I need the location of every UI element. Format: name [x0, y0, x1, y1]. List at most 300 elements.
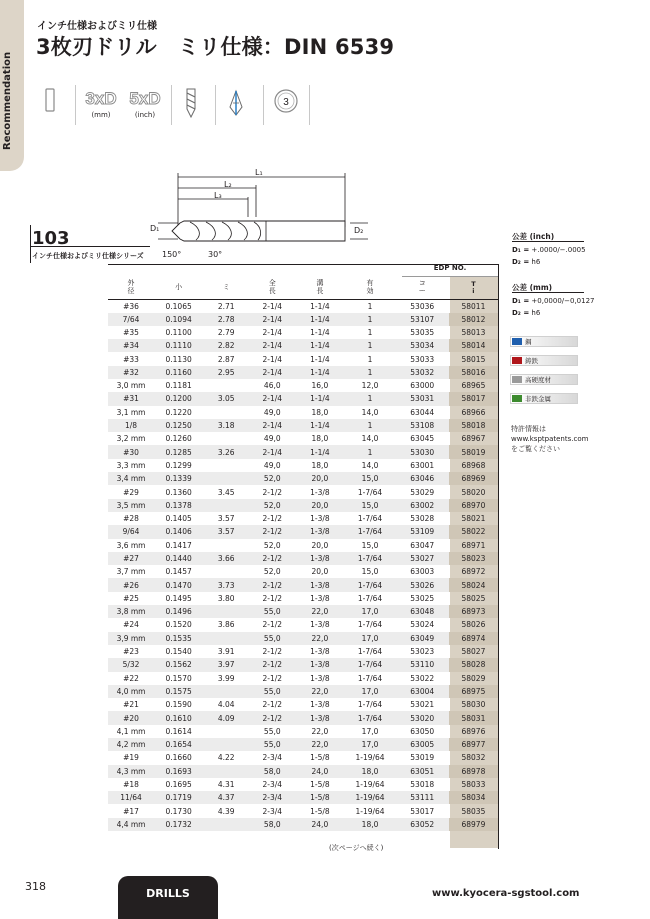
table-cell: 17,0: [344, 632, 395, 645]
table-cell: 15,0: [361, 540, 379, 550]
table-cell: 49,0: [263, 434, 281, 444]
col-effective-length: [344, 277, 395, 299]
dim-l1: L₁: [255, 168, 263, 177]
table-cell: 58020: [461, 487, 486, 497]
table-row: [108, 432, 498, 445]
table-cell: 2-1/2: [262, 487, 283, 497]
table-cell: 3.86: [217, 620, 235, 630]
table-row: [108, 738, 498, 751]
table-cell: 17,0: [344, 685, 395, 698]
table-cell: #29: [123, 487, 139, 497]
table-cell: #30: [108, 445, 154, 458]
table-cell: 4,4 mm: [108, 818, 154, 831]
table-row: [108, 578, 498, 591]
table-cell: 0.1695: [165, 780, 192, 790]
table-cell: 2.78: [203, 313, 249, 326]
table-cell: 4,3 mm: [108, 765, 154, 778]
table-cell: 3.26: [203, 445, 249, 458]
table-cell: 53022: [410, 673, 435, 683]
table-row: [108, 313, 498, 326]
table-cell: 15,0: [344, 472, 395, 485]
header-text: 有: [366, 279, 374, 288]
table-cell: 68973: [449, 605, 498, 618]
table-cell: [203, 379, 249, 392]
table-cell: 68978: [449, 765, 498, 778]
table-cell: 1-5/8: [295, 791, 344, 804]
table-cell: 63045: [410, 434, 435, 444]
table-cell: 0.1260: [165, 434, 192, 444]
table-cell: 53030: [396, 445, 449, 458]
table-cell: 1: [367, 327, 373, 337]
table-cell: 3.05: [203, 392, 249, 405]
table-cell: 58034: [449, 791, 498, 804]
table-cell: 24,0: [295, 818, 344, 831]
table-row: [108, 565, 498, 578]
table-cell: 52,0: [263, 540, 281, 550]
table-cell: 49,0: [263, 407, 281, 417]
table-row: [108, 765, 498, 778]
edp-header: EDP NO.: [433, 264, 467, 272]
table-cell: 53109: [396, 525, 449, 538]
table-row: [108, 459, 498, 472]
table-cell: 1-3/8: [310, 593, 330, 603]
table-row: [108, 685, 498, 698]
material-hardened: 高硬度材: [510, 374, 578, 385]
table-cell: 52,0: [249, 499, 295, 512]
table-cell: 63047: [410, 540, 435, 550]
table-cell: 3,3 mm: [116, 460, 146, 470]
table-row: [108, 804, 498, 817]
table-cell: 1-5/8: [310, 780, 330, 790]
table-cell: [203, 632, 249, 645]
tolerance-inch-d1: D₁ = +.0000/−.0005: [512, 246, 586, 254]
table-cell: 2-1/2: [249, 711, 295, 724]
table-cell: #23: [123, 647, 139, 657]
table-cell: 4.09: [203, 711, 249, 724]
table-cell: 53107: [396, 313, 449, 326]
table-cell: 1-3/8: [295, 552, 344, 565]
table-cell: 53034: [396, 339, 449, 352]
series-number: 103: [32, 228, 70, 249]
table-cell: #35: [123, 327, 139, 337]
table-cell: 17,0: [344, 738, 395, 751]
table-cell: 18,0: [344, 818, 395, 831]
table-cell: 68974: [449, 632, 498, 645]
table-cell: 3.18: [203, 419, 249, 432]
section-label: DRILLS: [146, 887, 190, 900]
table-cell: 1-3/8: [310, 700, 330, 710]
section-side-tab: [0, 0, 24, 171]
table-cell: #22: [123, 673, 139, 683]
table-row: [108, 419, 498, 432]
table-row: [108, 711, 498, 724]
drill-drawing: [150, 165, 380, 261]
table-cell: [203, 499, 249, 512]
table-cell: 53018: [410, 780, 435, 790]
table-cell: 63000: [410, 381, 435, 391]
tolerance-mm-rule: [512, 292, 584, 293]
table-cell: 4,2 mm: [108, 738, 154, 751]
table-cell: 4.31: [217, 780, 235, 790]
table-cell: 1-7/64: [357, 487, 383, 497]
three-flute-icon: [271, 85, 301, 125]
table-body: [108, 299, 498, 831]
table-cell: 0.1378: [154, 499, 203, 512]
table-cell: 58023: [449, 552, 498, 565]
table-cell: 3,2 mm: [116, 434, 146, 444]
series-divider: [30, 225, 31, 263]
header-text: 小: [175, 283, 183, 292]
table-cell: 1-3/8: [310, 514, 330, 524]
table-cell: [203, 725, 249, 738]
table-cell: 53031: [396, 392, 449, 405]
three-flute-text: 3: [283, 97, 289, 108]
table-cell: 3.45: [217, 487, 235, 497]
table-cell: 0.1220: [165, 407, 192, 417]
table-cell: 2-1/2: [262, 673, 283, 683]
table-cell: #36: [123, 301, 139, 311]
col-overall-length: [249, 277, 295, 299]
table-cell: 0.1100: [165, 327, 192, 337]
table-cell: 2-1/4: [249, 419, 295, 432]
table-cell: #32: [108, 366, 154, 379]
table-cell: 53017: [410, 806, 435, 816]
table-cell: 58017: [449, 392, 498, 405]
material-nonferrous-swatch: [512, 395, 522, 402]
table-cell: #20: [108, 711, 154, 724]
table-cell: 1: [344, 419, 395, 432]
table-cell: 63048: [396, 605, 449, 618]
table-cell: 3,4 mm: [108, 472, 154, 485]
table-cell: #27: [108, 552, 154, 565]
table-cell: 2.79: [217, 327, 235, 337]
table-cell: 17,0: [361, 726, 379, 736]
table-cell: 1-7/64: [357, 593, 383, 603]
table-cell: 11/64: [108, 791, 154, 804]
material-steel: 鋼: [510, 336, 578, 347]
table-cell: 1-1/4: [295, 445, 344, 458]
table-cell: 2-1/2: [262, 514, 283, 524]
table-cell: 1-1/4: [310, 301, 330, 311]
table-cell: 0.1540: [165, 647, 192, 657]
table-cell: 1-7/64: [357, 514, 383, 524]
table-cell: 53020: [396, 711, 449, 724]
table-row: [108, 379, 498, 392]
table-cell: 53021: [410, 700, 435, 710]
table-cell: 49,0: [263, 460, 281, 470]
header-text: 効: [366, 286, 374, 295]
table-cell: 0.1406: [154, 525, 203, 538]
table-cell: [203, 539, 249, 552]
table-cell: 53029: [410, 487, 435, 497]
table-cell: 63004: [396, 685, 449, 698]
table-cell: [203, 472, 249, 485]
table-cell: 4.37: [203, 791, 249, 804]
table-cell: 0.1110: [154, 339, 203, 352]
table-cell: 53111: [396, 791, 449, 804]
table-cell: 53035: [410, 327, 435, 337]
header-text: 溝: [316, 279, 324, 288]
table-cell: 58035: [461, 806, 486, 816]
table-cell: 0.1299: [165, 460, 192, 470]
table-cell: 15,0: [344, 499, 395, 512]
table-cell: 0.1417: [165, 540, 192, 550]
icon-divider: [171, 85, 172, 125]
table-cell: 1-7/64: [344, 711, 395, 724]
table-row: [108, 339, 498, 352]
table-cell: 0.1285: [154, 445, 203, 458]
table-cell: [203, 765, 249, 778]
table-cell: 3,7 mm: [116, 567, 146, 577]
table-cell: 3,0 mm: [116, 381, 146, 391]
header-text: ー: [418, 286, 426, 295]
depth-5xd-icon: [123, 85, 167, 125]
depth-5xd-label: (inch): [134, 111, 156, 119]
table-cell: 20,0: [311, 567, 329, 577]
table-cell: 58012: [449, 313, 498, 326]
table-row: [108, 751, 498, 764]
table-row: [108, 326, 498, 339]
patent-link[interactable]: www.ksptpatents.com: [511, 435, 589, 443]
table-row: [108, 672, 498, 685]
table-right-rule: [498, 264, 499, 849]
table-cell: 1: [344, 339, 395, 352]
table-cell: 2-1/2: [262, 700, 283, 710]
table-cell: 68966: [461, 407, 486, 417]
tolerance-inch-title: 公差 (inch): [512, 232, 555, 241]
table-row: [108, 392, 498, 405]
point-angle-icon: [221, 85, 251, 125]
table-cell: 4.22: [217, 753, 235, 763]
table-cell: 58021: [461, 514, 486, 524]
table-cell: 16,0: [311, 381, 329, 391]
table-cell: 53026: [396, 578, 449, 591]
table-cell: 17,0: [344, 605, 395, 618]
website-link[interactable]: www.kyocera-sgstool.com: [432, 888, 580, 899]
table-row: [108, 618, 498, 631]
table-cell: 63003: [410, 567, 435, 577]
series-rule: [30, 246, 150, 247]
tolerance-inch-rule: [512, 241, 584, 242]
table-cell: 68976: [461, 726, 486, 736]
table-cell: 58030: [461, 700, 486, 710]
table-cell: 68977: [449, 738, 498, 751]
table-cell: 4,0 mm: [108, 685, 154, 698]
table-cell: 2-1/4: [249, 339, 295, 352]
table-cell: 0.1094: [154, 313, 203, 326]
table-cell: 0.1457: [165, 567, 192, 577]
table-row: [108, 525, 498, 538]
table-row: [108, 512, 498, 525]
table-cell: 14,0: [361, 460, 379, 470]
material-steel-swatch: [512, 338, 522, 345]
table-cell: 20,0: [295, 499, 344, 512]
table-cell: 2-1/4: [262, 327, 283, 337]
table-cell: 2.95: [203, 366, 249, 379]
material-cast-iron: 鋳鉄: [510, 355, 578, 366]
table-cell: 0.1654: [154, 738, 203, 751]
table-row: [108, 485, 498, 498]
table-cell: #34: [108, 339, 154, 352]
table-cell: 55,0: [263, 726, 281, 736]
table-row: [108, 725, 498, 738]
table-row: [108, 698, 498, 711]
drill-tip-icon: [177, 85, 207, 125]
table-cell: 55,0: [249, 605, 295, 618]
table-row: [108, 445, 498, 458]
tolerance-inch-d2: D₂ = h6: [512, 258, 541, 266]
depth-3xd-label: (mm): [91, 111, 111, 119]
table-cell: 58,0: [249, 765, 295, 778]
table-cell: 58011: [461, 301, 486, 311]
table-cell: 1-1/4: [295, 366, 344, 379]
icon-divider: [75, 85, 76, 125]
table-cell: 58025: [461, 593, 486, 603]
table-cell: 58013: [461, 327, 486, 337]
table-cell: 58027: [461, 647, 486, 657]
table-cell: 2-1/2: [249, 658, 295, 671]
table-cell: 1-3/8: [310, 620, 330, 630]
table-cell: 1-3/8: [295, 578, 344, 591]
table-cell: 53024: [410, 620, 435, 630]
table-cell: 0.1660: [165, 753, 192, 763]
table-cell: 55,0: [249, 632, 295, 645]
table-cell: 1: [344, 366, 395, 379]
table-cell: 46,0: [263, 381, 281, 391]
table-cell: 1-7/64: [344, 525, 395, 538]
table-cell: 15,0: [361, 567, 379, 577]
table-cell: 1-19/64: [355, 806, 385, 816]
table-cell: 0.1719: [154, 791, 203, 804]
table-cell: 0.1065: [165, 301, 192, 311]
table-cell: 58019: [449, 445, 498, 458]
table-cell: 0.1520: [165, 620, 192, 630]
table-cell: 18,0: [311, 407, 329, 417]
table-cell: 22,0: [311, 726, 329, 736]
table-cell: 0.1730: [165, 806, 192, 816]
table-cell: 0.1250: [154, 419, 203, 432]
table-row: [108, 299, 498, 313]
table-cell: 63052: [396, 818, 449, 831]
dim-angle-30: 30°: [208, 250, 223, 259]
table-row: [108, 645, 498, 658]
table-cell: 2-1/4: [262, 301, 283, 311]
table-cell: 3,8 mm: [108, 605, 154, 618]
table-cell: 58032: [461, 753, 486, 763]
table-cell: 0.1693: [154, 765, 203, 778]
table-cell: 53032: [396, 366, 449, 379]
table-cell: 1-3/8: [295, 525, 344, 538]
table-cell: 3.73: [203, 578, 249, 591]
table-cell: 3,6 mm: [116, 540, 146, 550]
table-cell: 55,0: [249, 738, 295, 751]
table-cell: 20,0: [295, 472, 344, 485]
table-cell: 2-3/4: [262, 806, 283, 816]
spec-table: [108, 277, 498, 831]
material-hardened-swatch: [512, 376, 522, 383]
table-row: [108, 352, 498, 365]
table-cell: 2-1/2: [249, 578, 295, 591]
material-cast-iron-swatch: [512, 357, 522, 364]
table-cell: 2.82: [203, 339, 249, 352]
table-cell: 12,0: [361, 381, 379, 391]
table-cell: 2-1/2: [262, 647, 283, 657]
table-cell: 1-1/4: [310, 354, 330, 364]
table-cell: 2-1/2: [262, 620, 283, 630]
table-cell: 0.1130: [165, 354, 192, 364]
page-number: 318: [25, 880, 46, 893]
table-cell: 2-1/4: [249, 392, 295, 405]
table-cell: 1-7/64: [357, 620, 383, 630]
tolerance-mm-title: 公差 (mm): [512, 283, 553, 292]
table-cell: 53028: [410, 514, 435, 524]
section-tab: [118, 876, 218, 919]
table-cell: 3.97: [203, 658, 249, 671]
table-cell: 1-3/8: [295, 711, 344, 724]
table-cell: 58016: [449, 366, 498, 379]
table-cell: 63044: [410, 407, 435, 417]
depth-5xd-text: 5xD: [129, 89, 161, 108]
table-cell: 68969: [449, 472, 498, 485]
patent-line-1: 特許情報は: [511, 425, 546, 433]
table-cell: 58028: [449, 658, 498, 671]
table-cell: #25: [123, 593, 139, 603]
table-cell: 1-5/8: [310, 753, 330, 763]
table-cell: 2-3/4: [249, 791, 295, 804]
col-uncoated: [396, 277, 449, 299]
table-header-row: [108, 277, 498, 299]
table-cell: 1: [367, 301, 373, 311]
header-text: 長: [268, 286, 276, 295]
table-cell: 1-1/4: [310, 327, 330, 337]
dim-l3: L₃: [214, 191, 222, 200]
table-cell: 1-1/4: [295, 313, 344, 326]
table-cell: #21: [123, 700, 139, 710]
table-cell: 0.1535: [154, 632, 203, 645]
table-cell: [203, 818, 249, 831]
table-cell: 63046: [396, 472, 449, 485]
table-cell: 53023: [410, 647, 435, 657]
header-text: 長: [316, 286, 324, 295]
dim-angle-150: 150°: [162, 250, 182, 259]
table-cell: 3.80: [217, 593, 235, 603]
table-cell: 22,0: [295, 632, 344, 645]
table-cell: 0.1200: [154, 392, 203, 405]
col-flute-length: [295, 277, 344, 299]
table-cell: 1-19/64: [355, 780, 385, 790]
table-row: [108, 499, 498, 512]
header-text: i: [472, 286, 475, 295]
table-cell: 20,0: [311, 540, 329, 550]
table-row: [108, 818, 498, 831]
table-cell: 53025: [410, 593, 435, 603]
table-cell: 0.1590: [165, 700, 192, 710]
table-cell: 53019: [410, 753, 435, 763]
table-cell: #33: [123, 354, 139, 364]
table-cell: 1-5/8: [310, 806, 330, 816]
table-cell: 1-1/4: [295, 392, 344, 405]
table-cell: 0.1614: [165, 726, 192, 736]
table-cell: 0.1575: [154, 685, 203, 698]
table-row: [108, 778, 498, 791]
table-cell: 1-7/64: [344, 552, 395, 565]
table-cell: 2-1/4: [249, 445, 295, 458]
patent-info: [511, 424, 588, 454]
table-cell: 1: [344, 313, 395, 326]
table-cell: 63005: [396, 738, 449, 751]
table-cell: 14,0: [361, 434, 379, 444]
table-cell: 0.1732: [154, 818, 203, 831]
